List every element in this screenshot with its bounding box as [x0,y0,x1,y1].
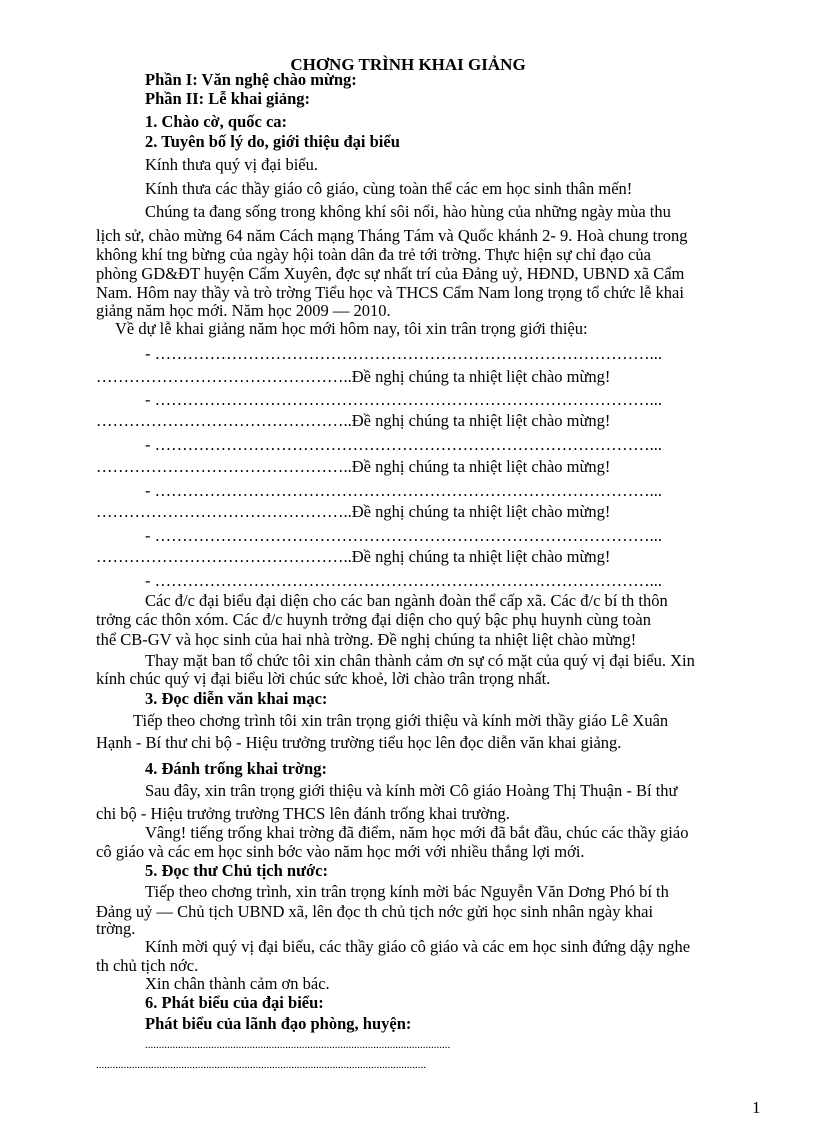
paragraph-line: Kính mời quý vị đại biểu, các thầy giáo cô giáo và các em học sinh đứng dậy nghe [145,937,691,956]
greeting-delegates: Kính thưa quý vị đại biểu. [145,155,319,174]
delegate-blank-line: - ………………………………………………………………………………... [145,344,662,363]
paragraph-line: Tiếp theo chơng trình, xin trân trọng kính mời bác Nguyễn Văn Dơng Phó bí th [145,882,669,901]
item-2-heading: 2. Tuyên bố lý do, giới thiệu đại biểu [145,132,400,151]
delegate-welcome-line: ………………………………………..Đề nghị chúng ta nhiệt liệt chào mừng! [96,367,611,386]
thanks-line: Xin chân thành cảm ơn bác. [145,974,330,993]
paragraph-line: chi bộ - Hiệu trưởng trường THCS lên đánh trống khai trường. [96,804,510,823]
paragraph-line: thể CB-GV và học sinh của hai nhà trờng. Đề nghị chúng ta nhiệt liệt chào mừng! [96,630,637,649]
delegate-blank-line: - ………………………………………………………………………………... [145,571,662,590]
part-1-heading: Phần I: Văn nghệ chào mừng: [145,70,357,89]
greeting-teachers: Kính thưa các thầy giáo cô giáo, cùng toàn thể các em học sinh thân mến! [145,179,633,198]
paragraph-line: Các đ/c đại biểu đại diện cho các ban ngành đoàn thể cấp xã. Các đ/c bí th thôn [145,591,668,610]
paragraph-line: kính chúc quý vị đại biểu lời chúc sức khoẻ, lời chào trân trọng nhất. [96,669,551,688]
delegate-blank-line: - ………………………………………………………………………………... [145,435,662,454]
delegate-welcome-line: ………………………………………..Đề nghị chúng ta nhiệt liệt chào mừng! [96,457,611,476]
delegate-welcome-line: ………………………………………..Đề nghị chúng ta nhiệt liệt chào mừng! [96,411,611,430]
paragraph-line: Chúng ta đang sống trong không khí sôi nổi, hào hùng của những ngày mùa thu [145,202,671,221]
part-2-heading: Phần II: Lễ khai giảng: [145,89,311,108]
paragraph-line: Nam. Hôm nay thầy và trò trờng Tiểu học và THCS Cẩm Nam long trọng tổ chức lễ khai [96,283,684,302]
paragraph-line: cô giáo và các em học sinh bớc vào năm học mới với nhiều thắng lợi mới. [96,842,585,861]
paragraph-line: Vâng! tiếng trống khai trờng đã điểm, năm học mới đã bắt đầu, chúc các thầy giáo [145,823,689,842]
item-6-subheading: Phát biểu của lãnh đạo phòng, huyện: [145,1014,412,1033]
paragraph-line: không khí tng bừng của ngày hội toàn dân đa trẻ tới trờng. Thực hiện sự chỉ đạo của [96,245,651,264]
closing-dotted-line: ............................................................................................................... [145,1039,451,1051]
paragraph-line: Thay mặt ban tổ chức tôi xin chân thành cảm ơn sự có mặt của quý vị đại biểu. Xin [145,651,695,670]
delegate-blank-line: - ………………………………………………………………………………... [145,390,662,409]
item-1-heading: 1. Chào cờ, quốc ca: [145,112,288,131]
paragraph-line: Tiếp theo chơng trình tôi xin trân trọng giới thiệu và kính mời thầy giáo Lê Xuân [133,711,669,730]
paragraph-line: Hạnh - Bí thư chi bộ - Hiệu trưởng trường tiểu học lên đọc diễn văn khai giảng. [96,733,622,752]
document-title: CHƠNG TRÌNH KHAI GIẢNG [290,55,526,74]
paragraph-line: trởng các thôn xóm. Các đ/c huynh trởng đại diện cho quý bậc phụ huynh cùng toàn [96,610,651,629]
paragraph-line: phòng GD&ĐT huyện Cẩm Xuyên, đợc sự nhất trí của Đảng uỷ, HĐND, UBND xã Cẩm [96,264,685,283]
paragraph-line: lịch sử, chào mừng 64 năm Cách mạng Tháng Tám và Quốc khánh 2- 9. Hoà chung trong [96,226,688,245]
delegate-blank-line: - ………………………………………………………………………………... [145,481,662,500]
item-3-heading: 3. Đọc diễn văn khai mạc: [145,689,328,708]
delegate-welcome-line: ………………………………………..Đề nghị chúng ta nhiệt liệt chào mừng! [96,502,611,521]
paragraph-line: Sau đây, xin trân trọng giới thiệu và kính mời Cô giáo Hoàng Thị Thuận - Bí thư [145,781,678,800]
item-5-heading: 5. Đọc thư Chủ tịch nước: [145,861,328,880]
paragraph-line: Đảng uỷ — Chủ tịch UBND xã, lên đọc th chủ tịch nớc gửi học sinh nhân ngày khai [96,902,654,921]
item-6-heading: 6. Phát biểu của đại biểu: [145,993,324,1012]
paragraph-line: giảng năm học mới. Năm học 2009 — 2010. [96,301,391,320]
paragraph-line: trờng. [96,919,136,938]
delegate-welcome-line: ………………………………………..Đề nghị chúng ta nhiệt liệt chào mừng! [96,547,611,566]
item-4-heading: 4. Đánh trống khai trờng: [145,759,327,778]
page-number: 1 [752,1098,761,1117]
paragraph-line: th chủ tịch nớc. [96,956,199,975]
closing-dotted-line: ........................................................................................................................ [96,1059,426,1071]
introduction-line: Về dự lễ khai giảng năm học mới hôm nay, tôi xin trân trọng giới thiệu: [115,319,588,338]
delegate-blank-line: - ………………………………………………………………………………... [145,526,662,545]
